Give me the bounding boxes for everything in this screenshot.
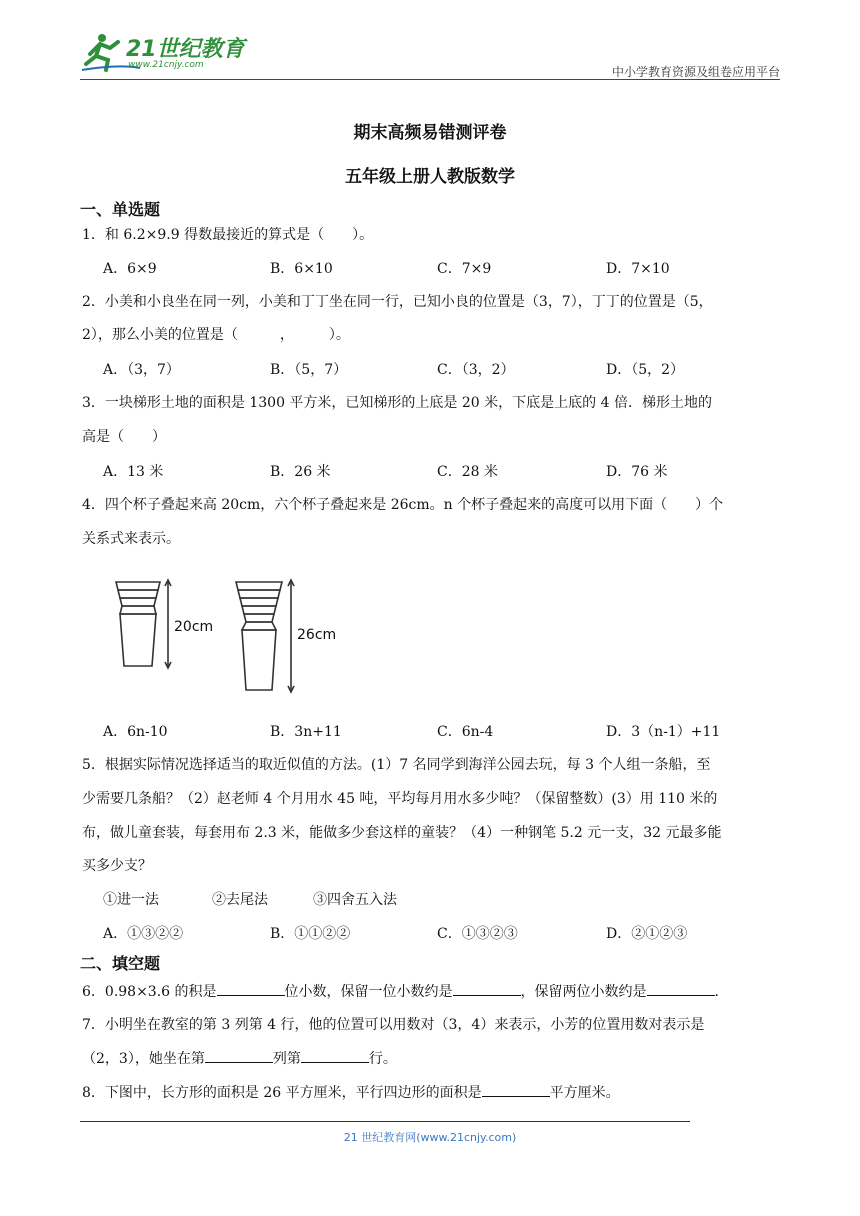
- header-divider: [80, 79, 780, 80]
- question-1: 1．和 6.2×9.9 得数最接近的算式是（ ）。: [82, 227, 374, 243]
- q4-option-a: A．6n-10: [103, 724, 168, 740]
- q7-text-2: 列第: [272, 1051, 301, 1067]
- q5-method-1: ①进一法: [103, 892, 159, 908]
- q1-option-d: D．7×10: [606, 261, 670, 277]
- question-8: [82, 1082, 620, 1103]
- exam-subtitle: 五年级上册人教版数学: [345, 167, 515, 187]
- q5-option-a: A．①③②②: [103, 926, 184, 942]
- q2-option-b: B．（5，7）: [270, 362, 348, 378]
- q7-text-1: （2，3），她坐在第: [82, 1051, 205, 1067]
- q8-text-1: 8．下图中，长方形的面积是 26 平方厘米，平行四边形的面积是: [82, 1085, 482, 1101]
- q8-text-2: 平方厘米。: [549, 1085, 620, 1101]
- q6-blank-2[interactable]: [453, 981, 521, 996]
- q8-blank-1[interactable]: [482, 1082, 550, 1097]
- q5-option-c: C．①③②③: [437, 926, 518, 942]
- question-5-line3: 布，做儿童套装，每套用布 2.3 米，能做多少套这样的童装？（4）一种钢笔 5.2 元一支，32 元最多能: [82, 825, 722, 841]
- question-7-line1: 7．小明坐在教室的第 3 列第 4 行，他的位置可以用数对（3，4）来表示，小芳的位置用数对表示是: [82, 1017, 705, 1033]
- q7-text-3: 行。: [368, 1051, 397, 1067]
- q3-option-b: B．26 米: [270, 464, 331, 480]
- q6-blank-1[interactable]: [217, 981, 285, 996]
- q2-option-c: C．（3，2）: [437, 362, 515, 378]
- question-2-line1: 2．小美和小良坐在同一列，小美和丁丁坐在同一行，已知小良的位置是（3，7），丁丁的位置是（5，: [82, 294, 713, 310]
- q5-option-b: B．①①②②: [270, 926, 351, 942]
- q4-option-b: B．3n+11: [270, 724, 342, 740]
- q4-option-c: C．6n-4: [437, 724, 494, 740]
- q2-option-d: D．（5，2）: [606, 362, 685, 378]
- figure-label-26cm: 26cm: [297, 627, 337, 643]
- q5-option-d: D．②①②③: [606, 926, 688, 942]
- q4-option-d: D．3（n-1）+11: [606, 724, 721, 740]
- q5-method-2: ②去尾法: [212, 892, 268, 908]
- question-2-line2: 2），那么小美的位置是（ ， ）。: [82, 327, 350, 343]
- section-heading-fill-blank: 二、填空题: [80, 954, 161, 973]
- question-5-line4: 买多少支？: [82, 858, 152, 874]
- q1-option-c: C．7×9: [437, 261, 492, 277]
- exam-title: 期末高频易错测评卷: [353, 123, 507, 143]
- q6-text-1: 6．0.98×3.6 的积是: [82, 984, 217, 1000]
- cups-figure: [108, 572, 358, 700]
- q3-option-d: D．76 米: [606, 464, 668, 480]
- q1-option-b: B．6×10: [270, 261, 333, 277]
- q6-blank-3[interactable]: [647, 981, 715, 996]
- question-7-line2: [82, 1048, 397, 1069]
- question-4-line2: 关系式来表示。: [82, 531, 180, 547]
- question-3-line1: 3．一块梯形土地的面积是 1300 平方米，已知梯形的上底是 20 米，下底是上底的 4 倍．梯形土地的: [82, 395, 712, 411]
- q3-option-a: A．13 米: [103, 464, 164, 480]
- header-platform-text: 中小学教育资源及组卷应用平台: [611, 65, 780, 79]
- question-6: [82, 981, 719, 1002]
- footer-divider: [80, 1121, 690, 1122]
- question-4-line1: 4．四个杯子叠起来高 20cm，六个杯子叠起来是 26cm。n 个杯子叠起来的高度可以用下面（ ）个: [82, 497, 724, 513]
- q3-option-c: C．28 米: [437, 464, 498, 480]
- q6-text-2: 位小数，保留一位小数约是: [284, 984, 453, 1000]
- question-5-line2: 少需要几条船？（2）赵老师 4 个月用水 45 吨，平均每月用水多少吨？（保留整数）(3）用 110 米的: [82, 791, 718, 807]
- q5-method-3: ③四舍五入法: [313, 892, 397, 908]
- logo-text: 21世纪教育: [126, 37, 245, 62]
- footer-link[interactable]: 21 世纪教育网(www.21cnjy.com): [343, 1131, 517, 1144]
- q2-option-a: A．（3，7）: [103, 362, 180, 378]
- q6-text-3: ，保留两位小数约是: [520, 984, 647, 1000]
- question-5-line1: 5．根据实际情况选择适当的取近似值的方法。(1）7 名同学到海洋公园去玩，每 3 个人组一条船，至: [82, 757, 711, 773]
- question-3-line2: 高是（ ）: [82, 429, 166, 445]
- logo-url: www.21cnjy.com: [128, 60, 204, 70]
- figure-label-20cm: 20cm: [174, 619, 214, 635]
- q7-blank-1[interactable]: [205, 1048, 273, 1063]
- q6-text-4: .: [714, 984, 719, 1000]
- q1-option-a: A．6×9: [103, 261, 157, 277]
- section-heading-single-choice: 一、单选题: [80, 200, 161, 219]
- q7-blank-2[interactable]: [301, 1048, 369, 1063]
